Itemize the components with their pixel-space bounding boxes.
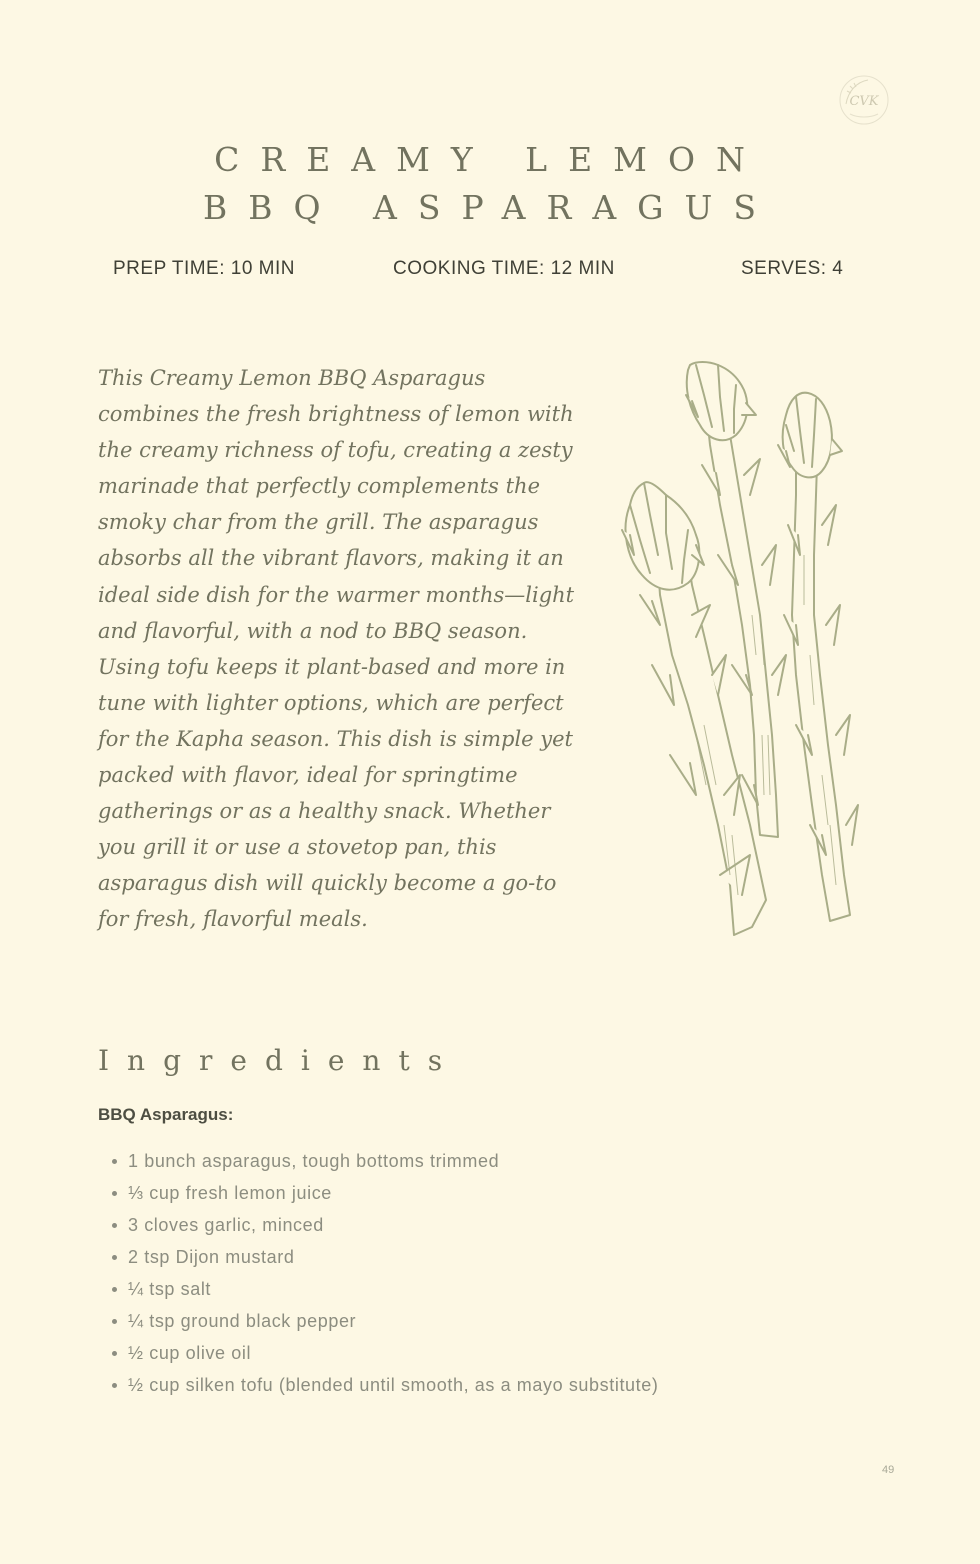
bullet-icon	[112, 1255, 117, 1260]
description-line: ideal side dish for the warmer months—light	[98, 582, 575, 607]
ingredient-item	[110, 1305, 658, 1337]
description-line: asparagus dish will quickly become a go-to	[98, 871, 557, 896]
description-line: Using tofu keeps it plant-based and more in	[98, 654, 566, 679]
recipe-title-line-1: CREAMY LEMON	[214, 140, 766, 179]
ingredient-item	[110, 1145, 658, 1177]
cooking-time: COOKING TIME: 12 MIN	[393, 258, 615, 279]
ingredients-subheading: BBQ Asparagus:	[98, 1105, 234, 1124]
ingredient-item	[110, 1273, 658, 1305]
serves-count: SERVES: 4	[741, 258, 844, 279]
ingredient-text: ⅓ cup fresh lemon juice	[128, 1183, 332, 1203]
logo-text: CVK	[849, 94, 879, 109]
description-line: tune with lighter options, which are perfect	[98, 690, 564, 715]
ingredients-heading: Ingredients	[98, 1044, 461, 1077]
ingredient-item	[110, 1337, 658, 1369]
description-line: for the Kapha season. This dish is simple yet	[98, 726, 573, 751]
bullet-icon	[112, 1383, 117, 1388]
ingredient-text: 3 cloves garlic, minced	[128, 1215, 324, 1235]
ingredient-item	[110, 1177, 658, 1209]
ingredient-text: ¼ tsp salt	[128, 1279, 212, 1299]
bullet-icon	[112, 1223, 117, 1228]
description-line: gatherings or as a healthy snack. Whether	[98, 799, 551, 824]
bullet-icon	[112, 1287, 117, 1292]
ingredient-text: 2 tsp Dijon mustard	[128, 1247, 295, 1267]
description-line: and flavorful, with a nod to BBQ season.	[98, 618, 528, 643]
ingredient-text: ½ cup silken tofu (blended until smooth, as a mayo substitute)	[128, 1375, 659, 1395]
description-line: combines the fresh brightness of lemon with	[98, 402, 574, 427]
ingredient-item	[110, 1209, 658, 1241]
logo-icon	[838, 74, 890, 126]
recipe-title-line-2: BBQ ASPARAGUS	[203, 188, 777, 227]
description-line: packed with flavor, ideal for springtime	[98, 763, 518, 788]
page-number: 49	[882, 1464, 895, 1476]
description-line: smoky char from the grill. The asparagus	[98, 510, 539, 535]
description-line: the creamy richness of tofu, creating a zesty	[98, 438, 573, 463]
ingredient-text: 1 bunch asparagus, tough bottoms trimmed	[128, 1151, 500, 1171]
recipe-description	[98, 360, 575, 938]
ingredient-text: ½ cup olive oil	[128, 1343, 252, 1363]
prep-time: PREP TIME: 10 MIN	[113, 258, 296, 279]
description-line: you grill it or use a stovetop pan, this	[98, 835, 497, 860]
description-line: marinade that perfectly complements the	[98, 474, 540, 499]
bullet-icon	[112, 1191, 117, 1196]
bullet-icon	[112, 1159, 117, 1164]
description-line: for fresh, flavorful meals.	[98, 907, 368, 932]
description-line: absorbs all the vibrant flavors, making it an	[98, 546, 564, 571]
bullet-icon	[112, 1319, 117, 1324]
ingredient-item	[110, 1241, 658, 1273]
bullet-icon	[112, 1351, 117, 1356]
description-line: This Creamy Lemon BBQ Asparagus	[98, 366, 486, 390]
ingredient-item	[110, 1369, 658, 1401]
asparagus-illustration-icon	[600, 355, 870, 945]
ingredients-list	[110, 1145, 658, 1401]
ingredient-text: ¼ tsp ground black pepper	[128, 1311, 357, 1331]
